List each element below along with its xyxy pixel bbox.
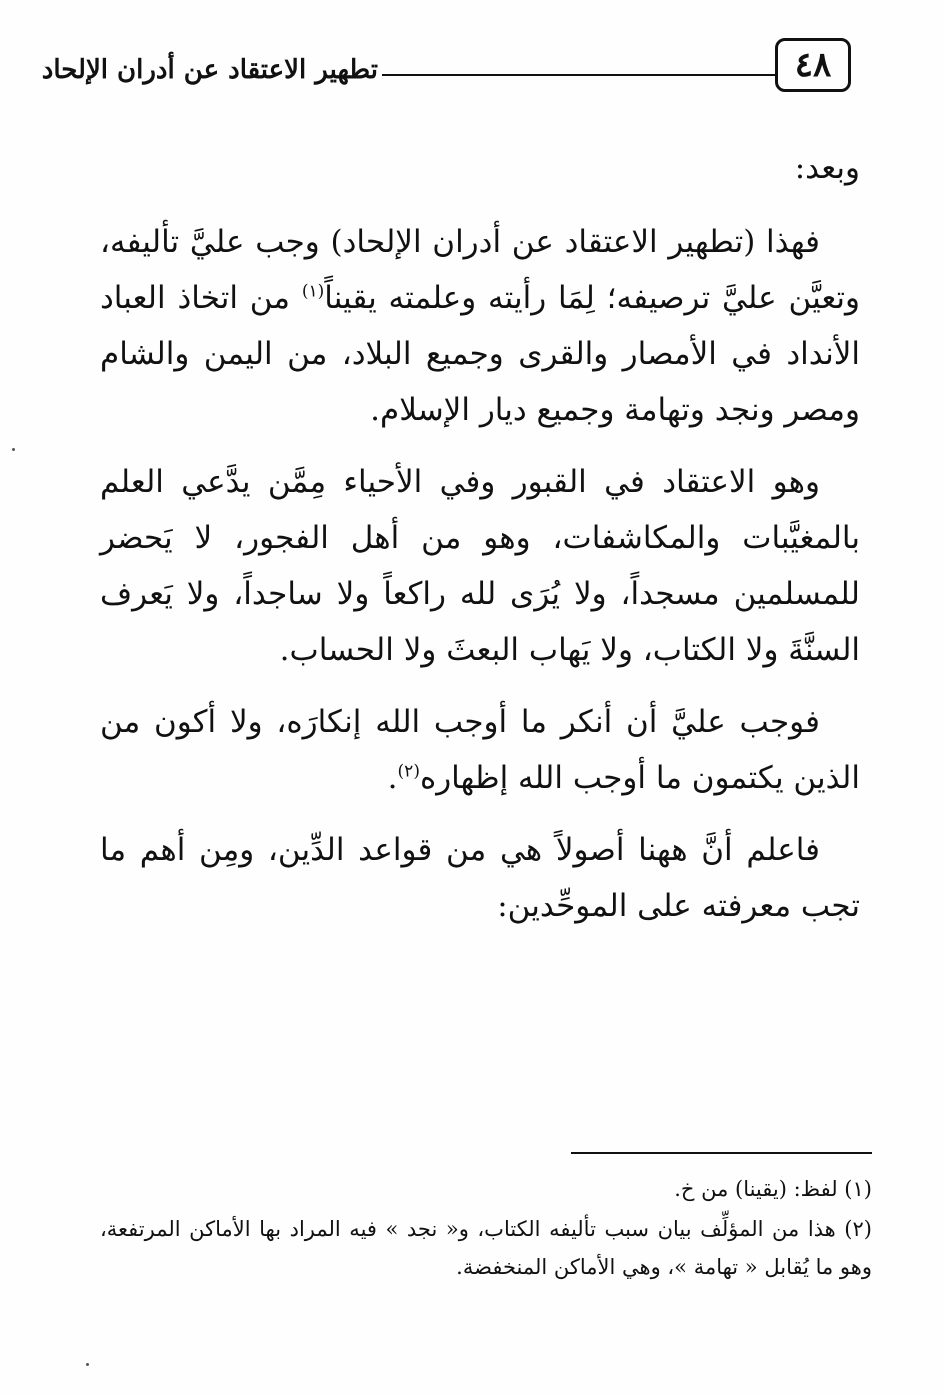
paragraph-2: وهو الاعتقاد في القبور وفي الأحياء مِمَّن يدَّعي العلم بالمغيَّبات والمكاشفات، وهو من أهل الفجور، لا يَحضر للمسلمين مسجداً، ولا يُرَى لله راكعاً ولا ساجداً، ولا يَعرف السنَّةَ ولا الكتاب، ولا يَهاب البعثَ ولا الحساب. [100,464,860,668]
scan-speck [12,448,15,451]
page-number: ٤٨ [775,38,851,92]
footnote-ref-1[interactable]: (١) [301,281,325,302]
paragraph-3 [100,694,860,806]
footnote-ref-2[interactable]: (٢) [397,761,420,782]
running-title: تطهير الاعتقاد عن أدران الإلحاد [41,55,378,85]
paragraph-4: فاعلم أنَّ ههنا أصولاً هي من قواعد الدِّين، ومِن أهم ما تجب معرفته على الموحِّدين: [100,832,860,924]
body-text [100,140,860,950]
footnotes [100,1170,872,1288]
footnote-1: (١) لفظ: (يقينا) من خ. [674,1177,872,1201]
scan-speck [86,1363,89,1366]
paragraph-3-text-a: فوجب عليَّ أن أنكر ما أوجب الله إنكارَه، ولا أكون من الذين يكتمون ما أوجب الله إظهاره [100,704,860,796]
header-rule [382,74,775,76]
opening-line: وبعد: [794,150,860,186]
paragraph-1 [100,214,860,438]
paragraph-1-text-b: من اتخاذ العباد الأنداد في الأمصار والقرى وجميع البلاد، من اليمن والشام ومصر ونجد وتهامة وجميع ديار الإسلام. [100,280,860,428]
footnote-rule [571,1152,872,1154]
paragraph-1-text-a: فهذا (تطهير الاعتقاد عن أدران الإلحاد) وجب عليَّ تأليفه، وتعيَّن عليَّ ترصيفه؛ لِمَا رأيته وعلمته يقيناً [100,224,860,316]
paragraph-3-text-b: . [387,760,398,796]
footnote-2: (٢) هذا من المؤلِّف بيان سبب تأليفه الكتاب، و« نجد » فيه المراد بها الأماكن المرتفعة، وهو ما يُقابل « تهامة »، وهي الأماكن المنخفضة. [100,1217,872,1279]
